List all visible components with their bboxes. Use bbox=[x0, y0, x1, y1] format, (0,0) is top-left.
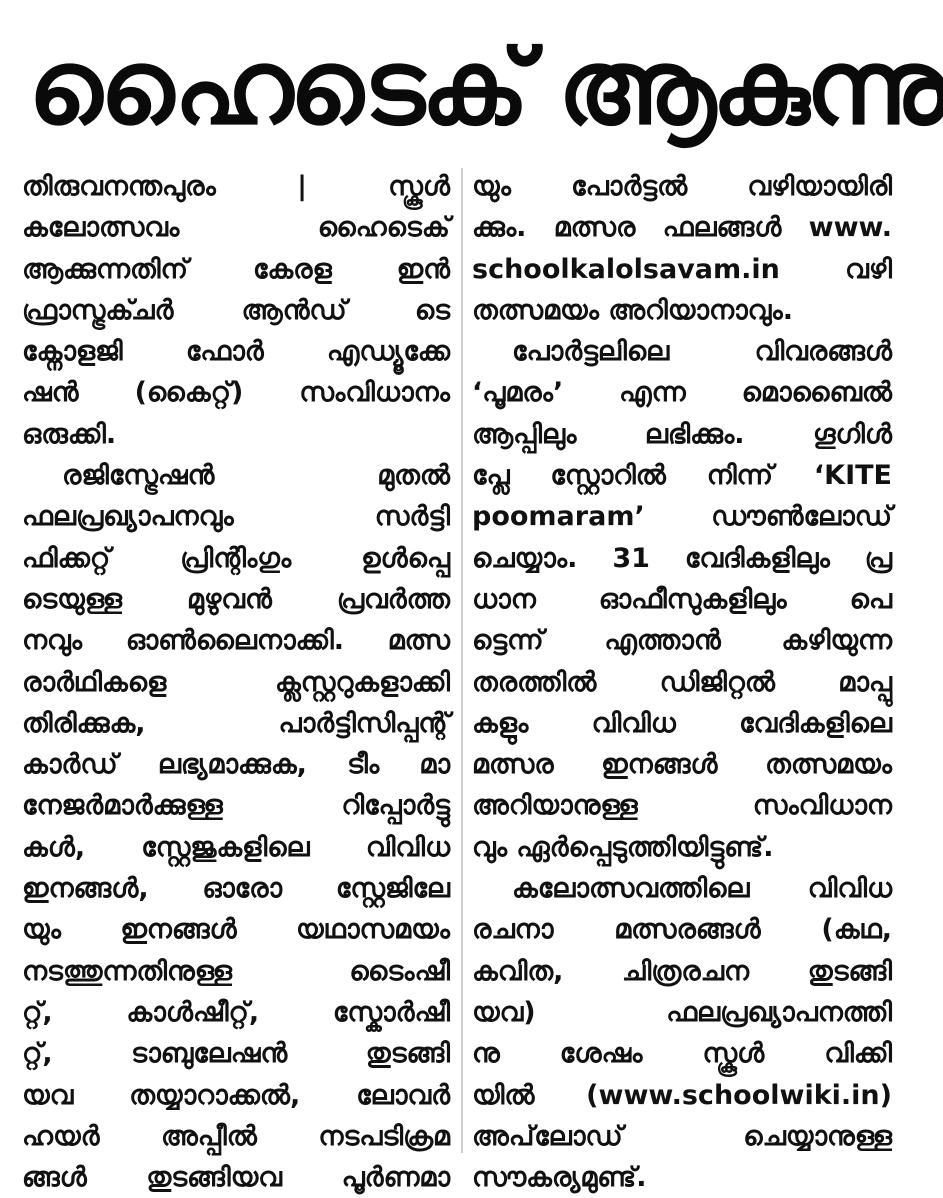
left-line-14: തിരിക്കുക, പാർട്ടിസിപ്പന്റ് bbox=[22, 707, 450, 739]
left-line-18: ഇനങ്ങൾ, ഓരോ സ്റ്റേജിലേ bbox=[22, 873, 450, 905]
right-line-10: ചെയ്യാം. 31 വേദികളിലും പ്ര bbox=[472, 542, 892, 574]
left-line-22: റ്റ്, ടാബുലേഷൻ തുടങ്ങി bbox=[22, 1038, 450, 1070]
left-line-3: ആക്കുന്നതിന് കേരള ഇൻ bbox=[22, 253, 450, 285]
left-line-2: കലോത്സവം ഹൈടെക് bbox=[22, 212, 450, 244]
right-line-13: തരത്തിൽ ഡിജിറ്റൽ മാപ്പു bbox=[472, 666, 892, 698]
right-line-6: ‘പൂമരം’ എന്ന മൊബൈൽ bbox=[472, 377, 892, 409]
left-line-19: യും ഇനങ്ങൾ യഥാസമയം bbox=[22, 914, 450, 946]
right-line-16: അറിയാനുള്ള സംവിധാന bbox=[472, 790, 892, 822]
right-line-12: ട്ടെന്ന് എത്താൻ കഴിയുന്ന bbox=[472, 625, 892, 657]
left-line-6: ഷൻ (കൈറ്റ്) സംവിധാനം bbox=[22, 377, 450, 409]
right-column bbox=[472, 166, 892, 1194]
right-line-18: കലോത്സവത്തിലെ വിവിധ bbox=[512, 873, 892, 905]
left-line-9: ഫലപ്രഖ്യാപനവും സർട്ടി bbox=[22, 501, 450, 533]
right-line-21: യവ) ഫലപ്രഖ്യാപനത്തി bbox=[472, 996, 892, 1028]
right-line-3: schoolkalolsavam.in വഴി bbox=[472, 253, 892, 285]
left-column bbox=[22, 166, 450, 1194]
left-line-16: നേജർമാർക്കുള്ള റിപ്പോർട്ടു bbox=[22, 790, 450, 822]
left-line-23: യവ തയ്യാറാക്കൽ, ലോവർ bbox=[22, 1079, 450, 1111]
right-line-14: കളും വിവിധ വേദികളിലെ bbox=[472, 707, 892, 739]
left-line-7: ഒരുക്കി. bbox=[22, 418, 117, 450]
right-line-5: പോർട്ടലിലെ വിവരങ്ങൾ bbox=[512, 336, 892, 368]
right-line-8: പ്ലേ സ്റ്റോറിൽ നിന്ന് ‘KITE bbox=[472, 460, 892, 492]
left-line-20: നടത്തുന്നതിനുള്ള ടൈംഷീ bbox=[22, 955, 450, 987]
right-line-22: നു ശേഷം സ്കൂൾ വിക്കി bbox=[472, 1038, 892, 1070]
right-line-4: തത്സമയം അറിയാനാവും. bbox=[472, 294, 793, 326]
right-line-17: വും ഏർപ്പെടുത്തിയിട്ടുണ്ട്. bbox=[472, 831, 774, 863]
left-line-17: കൾ, സ്റ്റേജുകളിലെ വിവിധ bbox=[22, 831, 450, 863]
column-divider bbox=[461, 168, 463, 1153]
right-line-15: മത്സര ഇനങ്ങൾ തത്സമയം bbox=[472, 749, 892, 781]
right-line-24: അപ്‌ലോഡ് ചെയ്യാനുള്ള bbox=[472, 1120, 892, 1152]
left-line-1: തിരുവനന്തപുരം | സ്കൂൾ bbox=[22, 171, 450, 202]
left-line-8: രജിസ്ട്രേഷൻ മുതൽ bbox=[62, 460, 450, 492]
headline: ഹൈടെക് ആകുന്നു bbox=[28, 26, 943, 148]
right-line-19: രചനാ മത്സരങ്ങൾ (കഥ, bbox=[472, 914, 892, 946]
left-line-10: ഫിക്കറ്റ് പ്രിന്റിംഗും ഉൾപ്പെ bbox=[22, 542, 450, 574]
right-line-1: യും പോർട്ടൽ വഴിയായിരി bbox=[472, 171, 892, 202]
right-line-11: ധാന ഓഫീസുകളിലും പെ bbox=[472, 583, 892, 615]
left-line-4: ഫ്രാസ്ട്രക്ചർ ആൻഡ് ടെ bbox=[22, 294, 450, 326]
left-line-11: ടെയുള്ള മുഴുവൻ പ്രവർത്ത bbox=[22, 583, 450, 615]
right-line-20: കവിത, ചിത്രരചന തുടങ്ങി bbox=[472, 955, 892, 987]
left-line-25: ങ്ങൾ തുടങ്ങിയവ പൂർണമാ bbox=[22, 1162, 450, 1194]
left-line-12: നവും ഓൺലൈനാക്കി. മത്സ bbox=[22, 625, 450, 657]
left-line-13: രാർഥികളെ ക്ലസ്റ്ററുകളാക്കി bbox=[22, 666, 450, 698]
right-line-25: സൗകര്യമുണ്ട്. bbox=[472, 1162, 647, 1194]
left-line-15: കാർഡ് ലഭ്യമാക്കുക, ടീം മാ bbox=[22, 749, 450, 781]
right-line-7: ആപ്പിലും ലഭിക്കും. ഗൂഗിൾ bbox=[472, 418, 892, 450]
left-line-5: ക്നോളജി ഫോർ എഡ്യൂക്കേ bbox=[22, 336, 450, 368]
left-line-24: ഹയർ അപ്പീൽ നടപടിക്രമ bbox=[22, 1120, 450, 1152]
left-line-21: റ്റ്, കാൾഷീറ്റ്, സ്കോർഷീ bbox=[22, 996, 450, 1028]
right-line-9: poomaram’ ഡൗൺലോഡ് bbox=[472, 501, 892, 533]
right-line-23: യിൽ (www.schoolwiki.in) bbox=[472, 1079, 892, 1111]
right-line-2: ക്കും. മത്സര ഫലങ്ങൾ www. bbox=[472, 212, 892, 244]
